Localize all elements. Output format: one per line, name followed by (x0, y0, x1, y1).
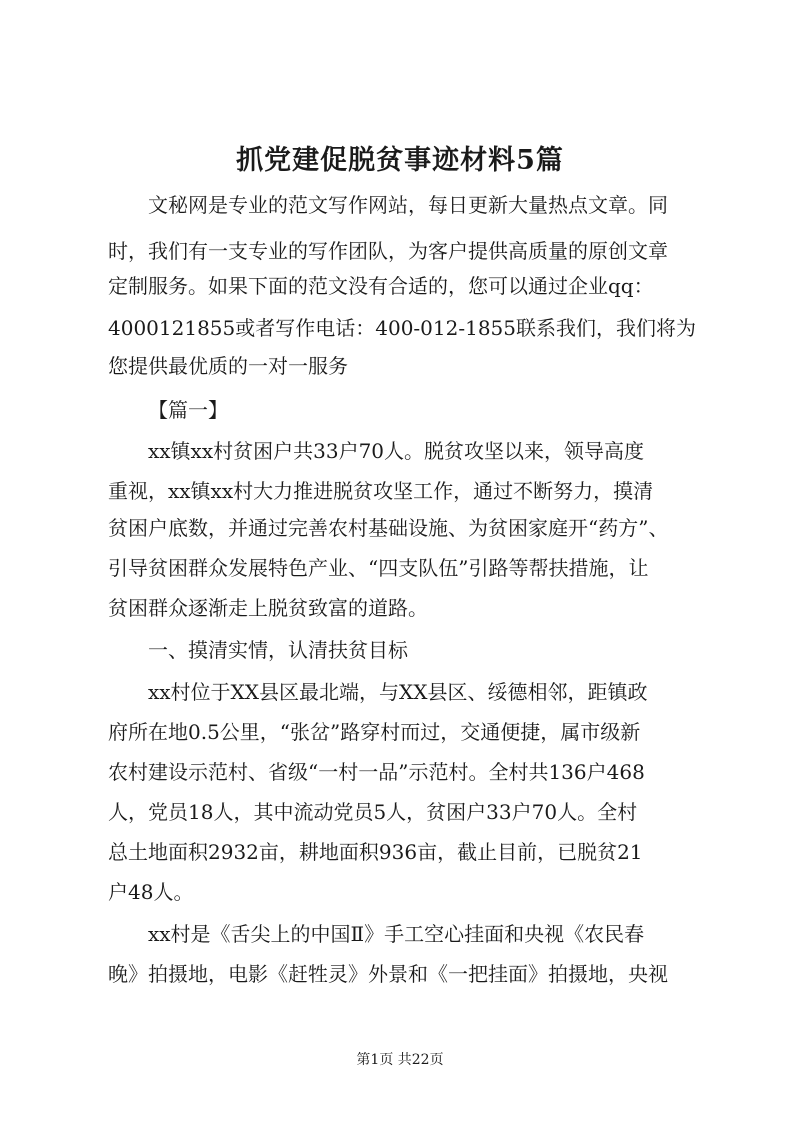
para2-line-3: 农村建设示范村、省级“一村一品”示范村。全村共136户468 (108, 760, 645, 784)
para3-line-2: 晚》拍摄地，电影《赶牲灵》外景和《一把挂面》拍摄地，央视 (108, 962, 668, 986)
para1-line-2: 重视，xx镇xx村大力推进脱贫攻坚工作，通过不断努力，摸清 (108, 479, 654, 503)
para2-line-5: 总土地面积2932亩，耕地面积936亩，截止目前，已脱贫21 (108, 840, 643, 864)
para1-line-3: 贫困户底数，并通过完善农村基础设施、为贫困家庭开“药方”、 (108, 516, 669, 540)
para1-line-1: xx镇xx村贫困户共33户70人。脱贫攻坚以来，领导高度 (148, 439, 645, 463)
para1-line-4: 引导贫困群众发展特色产业、“四支队伍”引路等帮扶措施，让 (108, 556, 649, 580)
para3-line-1: xx村是《舌尖上的中国Ⅱ》手工空心挂面和央视《农民春 (148, 922, 645, 946)
page-number-footer: 第1页 共22页 (356, 1052, 444, 1068)
intro-line-2: 时，我们有一支专业的写作团队，为客户提供高质量的原创文章 (108, 239, 668, 263)
intro-line-1: 文秘网是专业的范文写作网站，每日更新大量热点文章。同 (148, 193, 668, 217)
intro-line-5: 您提供最优质的一对一服务 (108, 354, 348, 378)
section-heading: 【篇一】 (148, 398, 228, 422)
intro-line-4: 4000121855或者写作电话：400-012-1855联系我们，我们将为 (108, 316, 697, 340)
subheading: 一、摸清实情，认清扶贫目标 (148, 638, 408, 662)
para2-line-4: 人，党员18人，其中流动党员5人，贫困户33户70人。全村 (108, 800, 638, 824)
para2-line-1: xx村位于XX县区最北端，与XX县区、绥德相邻，距镇政 (148, 680, 648, 704)
para1-line-5: 贫困群众逐渐走上脱贫致富的道路。 (108, 596, 428, 620)
para2-line-6: 户48人。 (108, 880, 194, 904)
document-title: 抓党建促脱贫事迹材料5篇 (236, 145, 564, 176)
intro-line-3: 定制服务。如果下面的范文没有合适的，您可以通过企业qq： (108, 274, 654, 298)
para2-line-2: 府所在地0.5公里，“张岔”路穿村而过，交通便捷，属市级新 (108, 720, 641, 744)
